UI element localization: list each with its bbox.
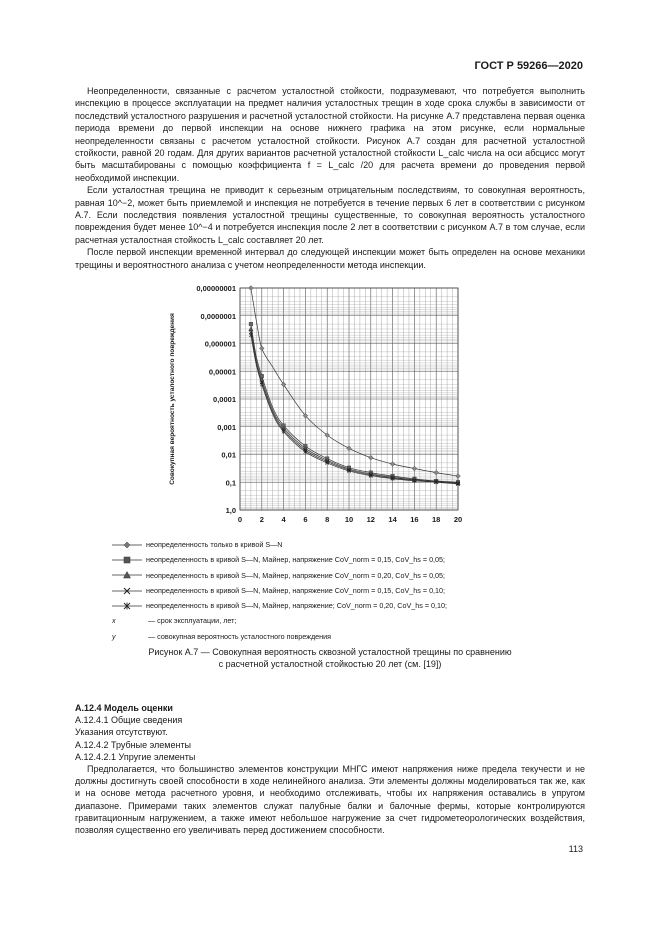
x-tick-label: 20 <box>453 515 463 524</box>
legend-item <box>110 537 590 552</box>
figure-caption <box>75 646 585 670</box>
x-tick-label: 6 <box>303 515 308 524</box>
axis-key-x <box>110 613 590 628</box>
legend-label: неопределенность в кривой S—N, Майнер, напряжение CoV_norm = 0,15, CoV_hs = 0,05; <box>146 555 446 565</box>
axis-key-text: — совокупная вероятность усталостного повреждения <box>148 631 332 641</box>
subsection-1-text: Указания отсутствуют. <box>75 727 168 738</box>
paragraph-1: Неопределенности, связанные с расчетом усталостной стойкости, подразумевают, что потребуется выполнить инспекцию в процессе эксплуатации на предмет наличия усталостных трещин в ходе срока службы в зависимости от последствий усталостного разрушения и расчетной усталостной стойкости. На рисунке А.7 представлена первая оценка периода времени до первой инспекции на основе нижнего графика на этом рисунке, если нормальные неопределенности связаны с расчетом усталостной стойкости. Рисунок А.7 создан для расчетной усталостной стойкости, равной 20 годам. Для других вариантов расчетной усталостной стойкости L_calc числа на оси абсцисс могут быть масштабированы с помощью коэффициента f = L_calc /20 для расчета времени до проведения первой необходимой инспекции. <box>75 86 585 183</box>
y-tick-label: 0,0001 <box>213 395 236 404</box>
y-tick-label: 0,1 <box>225 478 236 488</box>
y-tick-label: 0,000001 <box>204 339 236 349</box>
x-tick-label: 4 <box>281 515 286 524</box>
document-header: ГОСТ Р 59266—2020 <box>474 60 583 72</box>
legend-label: неопределенность в кривой S—N, Майнер, напряжение CoV_norm = 0,15, CoV_hs = 0,10; <box>146 585 446 595</box>
caption-line-1: Рисунок А.7 — Совокупная вероятность сквозной усталостной трещины по сравнению <box>148 647 512 657</box>
legend-square-icon <box>110 555 144 565</box>
legend-item <box>110 583 590 598</box>
x-tick-labels <box>238 515 462 524</box>
section-a-12-4 <box>75 702 585 836</box>
subsection-1: А.12.4.1 Общие сведения <box>75 715 183 726</box>
legend-star-icon <box>110 601 144 611</box>
legend-label: неопределенность только в кривой S—N <box>146 540 283 549</box>
axis-key-y <box>110 629 590 644</box>
y-tick-label: 1,0 <box>225 506 236 515</box>
y-axis-label: Совокупная вероятность усталостного повреждения <box>169 313 176 485</box>
axis-key-symbol: y <box>112 631 116 641</box>
section-paragraph: Предполагается, что большинство элементов конструкции МНГС имеют напряжения ниже предела текучести и не должны достигнуть своей способности в ходе нелинейного анализа. Эти элементы должны моделироваться так же, как и на основе метода расчетного уровня, и необходимо отслеживать, чтобы их напряжения оставались в упругом диапазоне. Примерами таких элементов служат палубные балки и балочные фермы, которые контролируются гравитационным нагружением, а также имеют небольшое нагружение за счет гидрометеорологических воздействия, позволяя существенно его увеличивать перед достижением способности. <box>75 764 585 836</box>
legend-item <box>110 598 590 613</box>
section-title: А.12.4 Модель оценки <box>75 703 173 713</box>
axis-key-text: — срок эксплуатации, лет; <box>148 616 237 626</box>
x-tick-label: 0 <box>237 515 243 524</box>
y-tick-label: 0,01 <box>221 450 236 460</box>
body-text <box>75 85 585 271</box>
x-tick-label: 8 <box>325 515 330 524</box>
subsection-2: А.12.4.2 Трубные элементы <box>75 739 192 750</box>
page-number: 113 <box>568 844 583 854</box>
legend-label: неопределенность в кривой S—N, Майнер, напряжение; CoV_norm = 0,20, CoV_hs = 0,10; <box>146 601 448 611</box>
legend-cross-icon <box>110 586 144 596</box>
paragraph-2: Если усталостная трещина не приводит к серьезным отрицательным последствиям, то совокупная вероятность, равная 10^−2, может быть приемлемой и инспекция не потребуется в течение первых 6 лет в соответствии с рисунком А.7. Если последствия появления усталостной трещины существенные, то совокупная вероятность усталостного повреждения будет менее 10^−4 и потребуется инспекция после 2 лет в соответствии с рисунком А.7 в том случае, если расчетная усталостная стойкость L_calc составляет 20 лет. <box>75 185 585 245</box>
axis-key-symbol: x <box>112 616 116 626</box>
x-tick-label: 16 <box>410 515 419 524</box>
legend-item <box>110 552 590 567</box>
subsection-3: А.12.4.2.1 Упругие элементы <box>75 751 196 762</box>
x-tick-label: 2 <box>259 515 264 524</box>
y-tick-label: 0,00001 <box>208 367 236 377</box>
data-point <box>249 322 253 326</box>
chart-legend <box>110 537 590 644</box>
x-tick-label: 18 <box>432 515 441 524</box>
y-tick-labels <box>196 284 236 515</box>
legend-diamond-icon <box>110 540 144 550</box>
x-tick-label: 12 <box>366 515 375 524</box>
x-tick-label: 14 <box>388 515 397 524</box>
chart-grid <box>240 288 458 510</box>
paragraph-3: После первой инспекции временной интервал до следующей инспекции может быть определен на основе механики трещины и вероятностного анализа с учетом неопределенности метода инспекции. <box>75 247 585 270</box>
legend-item <box>110 568 590 583</box>
y-tick-label: 0,00000001 <box>196 284 236 293</box>
y-tick-label: 0,0000001 <box>200 311 236 321</box>
legend-triangle-icon <box>110 570 144 580</box>
y-tick-label: 0,001 <box>217 422 236 432</box>
caption-line-2: с расчетной усталостной стойкостью 20 лет (см. [19]) <box>218 659 442 669</box>
x-tick-label: 10 <box>344 515 354 524</box>
legend-label: неопределенность в кривой S—N, Майнер, напряжение CoV_norm = 0,20, CoV_hs = 0,05; <box>146 570 446 580</box>
probability-chart <box>160 278 480 533</box>
